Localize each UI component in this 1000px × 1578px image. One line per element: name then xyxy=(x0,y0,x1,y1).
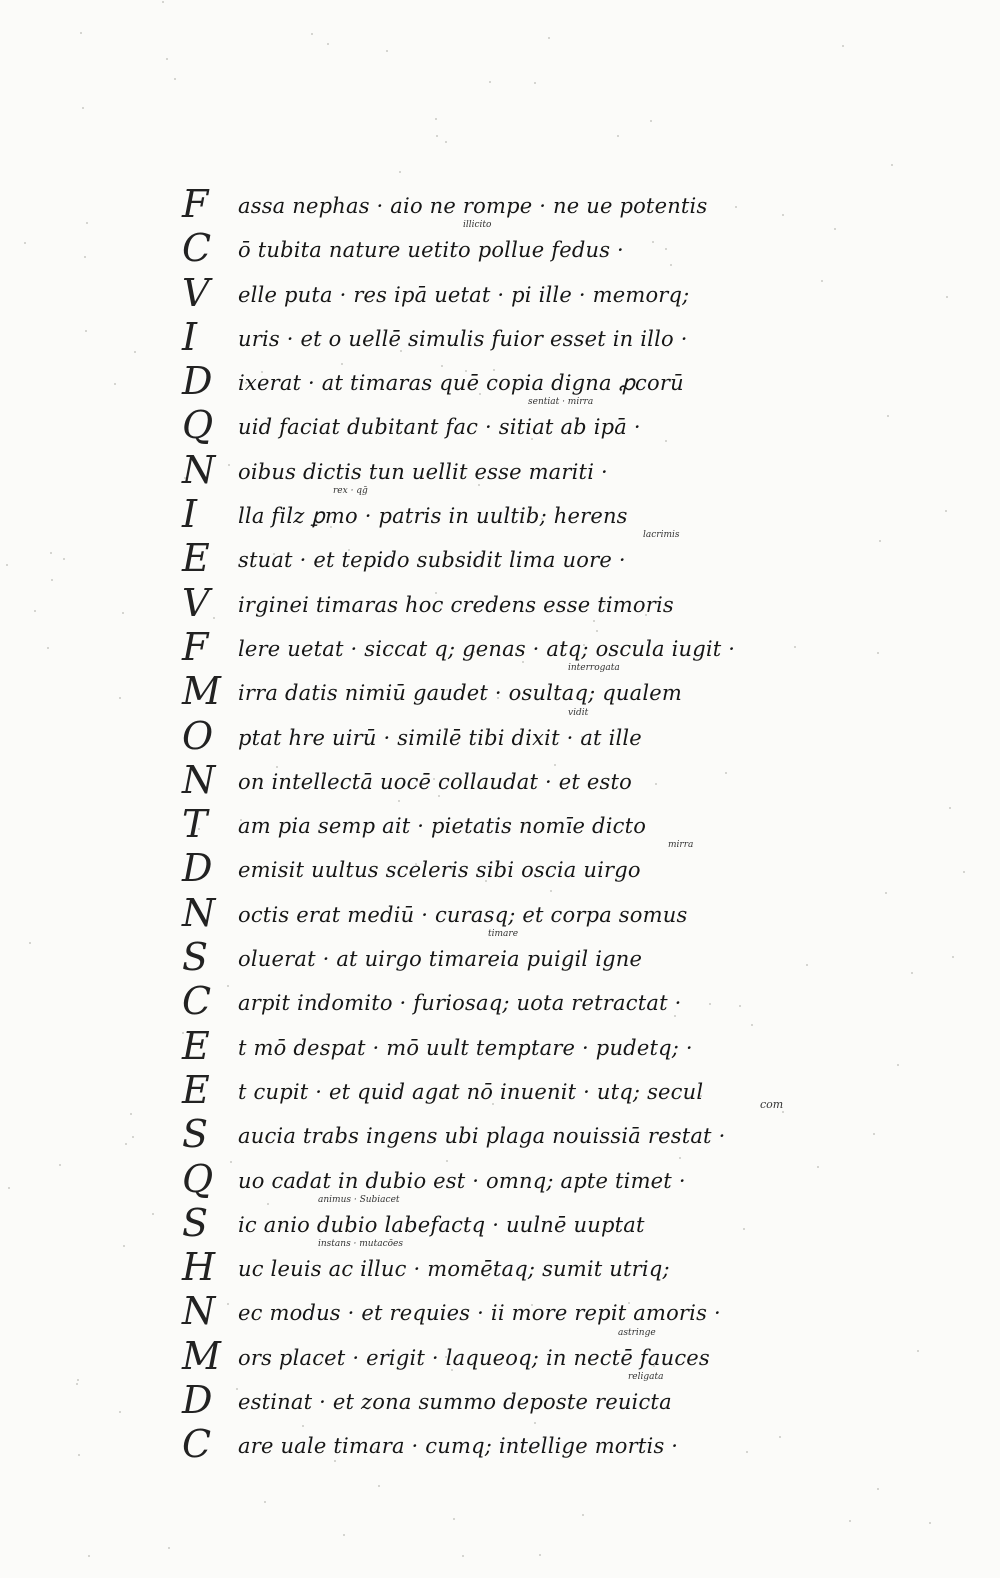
paper-speck xyxy=(8,1187,10,1189)
verse-text: emisit uultus sceleris sibi oscia uirgo xyxy=(238,858,641,883)
paper-speck xyxy=(929,1522,931,1524)
paper-speck xyxy=(897,1064,899,1066)
paper-speck xyxy=(152,1213,154,1215)
paper-speck xyxy=(88,1555,90,1557)
verse-text: oibus dictis tun uellit esse mariti · xyxy=(238,459,608,484)
verse-initial: H xyxy=(182,1245,216,1290)
paper-speck xyxy=(489,81,491,83)
paper-speck xyxy=(80,32,82,34)
paper-speck xyxy=(946,296,948,298)
verse-line xyxy=(160,891,800,935)
verse-initial: I xyxy=(182,314,198,359)
interlinear-gloss: interrogata xyxy=(568,663,620,674)
paper-speck xyxy=(78,1454,80,1456)
interlinear-gloss: vidit xyxy=(568,707,589,718)
paper-speck xyxy=(849,1520,851,1522)
verse-line xyxy=(160,1112,800,1156)
verse-initial: D xyxy=(182,359,213,404)
verse-text: uid faciat dubitant fac · sitiat ab ipā · xyxy=(238,415,641,440)
verse-text: are uale timara · cumq; intellige mortis · xyxy=(238,1434,679,1459)
verse-initial: M xyxy=(182,669,221,714)
paper-speck xyxy=(84,256,86,258)
paper-speck xyxy=(873,1133,875,1135)
verse-text: uc leuis ac illuc · momētaq; sumit utriq; xyxy=(238,1257,670,1282)
paper-speck xyxy=(77,1379,79,1381)
interlinear-gloss: instans · mutacōes xyxy=(318,1239,403,1250)
paper-speck xyxy=(63,558,65,560)
verse-line xyxy=(160,530,800,581)
paper-speck xyxy=(885,892,887,894)
paper-speck xyxy=(877,652,879,654)
paper-speck xyxy=(82,107,84,109)
verse-initial: E xyxy=(182,536,210,581)
verse-line xyxy=(160,663,800,714)
verse-text: irra datis nimiū gaudet · osultaq; qualem xyxy=(238,681,683,706)
paper-speck xyxy=(887,415,889,417)
verse-text: ixerat · at timaras quē copia digna ꝓcorū xyxy=(238,371,684,396)
paper-speck xyxy=(86,222,88,224)
verse-line xyxy=(160,758,800,802)
verse-initial: S xyxy=(182,935,209,980)
interlinear-gloss: animus · Subiacet xyxy=(318,1194,400,1205)
verse-initial: Q xyxy=(182,1156,214,1201)
paper-speck xyxy=(539,1554,541,1556)
verse-line xyxy=(160,486,800,537)
paper-speck xyxy=(119,697,121,699)
verse-line xyxy=(160,581,800,625)
paper-speck xyxy=(911,972,913,974)
paper-speck xyxy=(343,1534,345,1536)
verse-line xyxy=(160,1327,800,1378)
interlinear-gloss: mirra xyxy=(668,840,694,851)
verse-initial: D xyxy=(182,846,213,891)
interlinear-gloss: astringe xyxy=(618,1327,656,1338)
paper-speck xyxy=(166,58,168,60)
paper-speck xyxy=(842,45,844,47)
paper-speck xyxy=(168,1547,170,1549)
paper-speck xyxy=(891,164,893,166)
paper-speck xyxy=(29,942,31,944)
verse-text: stuat · et tepido subsidit lima uore · xyxy=(238,548,626,573)
paper-speck xyxy=(311,33,313,35)
verse-text: ec modus · et requies · ii more repit amoris · xyxy=(238,1301,721,1326)
paper-speck xyxy=(85,330,87,332)
verse-text: estinat · et zona summo deposte reuicta xyxy=(238,1390,672,1415)
paper-speck xyxy=(834,228,836,230)
verse-line xyxy=(160,397,800,448)
paper-speck xyxy=(114,383,116,385)
verse-initial: N xyxy=(182,890,216,935)
verse-initial: N xyxy=(182,447,216,492)
verse-text: lla filz ꝑmo · patris in uultib; herens xyxy=(238,504,628,529)
paper-speck xyxy=(130,1113,132,1115)
paper-speck xyxy=(162,1,164,3)
verse-initial: E xyxy=(182,1067,210,1112)
paper-speck xyxy=(548,37,550,39)
paper-speck xyxy=(806,964,808,966)
paper-speck xyxy=(122,612,124,614)
verse-line xyxy=(160,1024,800,1068)
verse-text: ors placet · erigit · laqueoq; in nectē fauces xyxy=(238,1345,710,1370)
verse-text: elle puta · res ipā uetat · pi ille · memorq; xyxy=(238,282,690,307)
verse-line xyxy=(160,1372,800,1423)
interlinear-gloss: lacrimis xyxy=(643,530,680,541)
verse-line xyxy=(160,448,800,492)
verse-initial: F xyxy=(182,624,209,669)
paper-speck xyxy=(821,280,823,282)
paper-speck xyxy=(582,1514,584,1516)
verse-line xyxy=(160,1194,800,1245)
paper-speck xyxy=(59,1164,61,1166)
verse-line xyxy=(160,840,800,891)
paper-speck xyxy=(34,610,36,612)
paper-speck xyxy=(453,1518,455,1520)
paper-speck xyxy=(119,1411,121,1413)
paper-speck xyxy=(534,82,536,84)
verse-initial: D xyxy=(182,1378,213,1423)
verse-line xyxy=(160,220,800,271)
verse-initial: Q xyxy=(182,403,214,448)
paper-speck xyxy=(949,807,951,809)
paper-speck xyxy=(617,135,619,137)
verse-text: assa nephas · aio ne rompe · ne ue potentis xyxy=(238,194,708,218)
verse-line xyxy=(160,707,800,758)
paper-speck xyxy=(436,135,438,137)
verse-initial: O xyxy=(182,713,214,758)
verse-line xyxy=(160,979,800,1023)
verse-text: aucia trabs ingens ubi plaga nouissiā restat · xyxy=(238,1124,726,1149)
verse-text: t mō despat · mō uult temptare · pudetq; · xyxy=(238,1035,693,1060)
verse-initial: C xyxy=(182,979,212,1024)
paper-speck xyxy=(650,120,652,122)
verse-text: t cupit · et quid agat nō inuenit · utq; secul xyxy=(238,1079,704,1104)
interlinear-gloss: rex · qḡ xyxy=(333,486,368,497)
paper-speck xyxy=(877,1488,879,1490)
paper-speck xyxy=(817,1166,819,1168)
interlinear-gloss: sentiat · mirra xyxy=(528,397,594,408)
verse-text: arpit indomito · furiosaq; uota retractat · xyxy=(238,991,682,1016)
verse-text: uo cadat in dubio est · omnq; apte timet · xyxy=(238,1168,686,1193)
paper-speck xyxy=(51,579,53,581)
verse-line xyxy=(160,802,800,846)
paper-speck xyxy=(378,1485,380,1487)
verse-initial: C xyxy=(182,226,212,271)
verse-initial: S xyxy=(182,1200,209,1245)
paper-speck xyxy=(879,540,881,542)
verse-text: on intellectā uocē collaudat · et esto xyxy=(238,769,632,794)
verse-text: irginei timaras hoc credens esse timoris xyxy=(238,592,674,617)
paper-speck xyxy=(327,43,329,45)
verse-line xyxy=(160,625,800,669)
verse-line xyxy=(160,1239,800,1290)
verse-line xyxy=(160,271,800,315)
paper-speck xyxy=(76,1383,78,1385)
verse-initial: N xyxy=(182,757,216,802)
verse-line xyxy=(160,315,800,359)
verse-initial: T xyxy=(182,802,208,847)
paper-speck xyxy=(386,50,388,52)
verse-initial: I xyxy=(182,492,198,537)
paper-speck xyxy=(917,1350,919,1352)
verse-line xyxy=(160,1157,800,1201)
paper-speck xyxy=(134,351,136,353)
verse-line xyxy=(160,1289,800,1333)
verse-text: octis erat mediū · curasq; et corpa somus xyxy=(238,902,688,927)
paper-speck xyxy=(945,510,947,512)
verse-line xyxy=(160,929,800,980)
verse-text: ic anio dubio labefactq · uulnē uuptat xyxy=(238,1212,645,1237)
verse-line xyxy=(160,1422,800,1466)
paper-speck xyxy=(50,552,52,554)
paper-speck xyxy=(963,871,965,873)
paper-speck xyxy=(125,1143,127,1145)
manuscript-text-block xyxy=(160,182,800,1467)
paper-speck xyxy=(264,1501,266,1503)
paper-speck xyxy=(6,564,8,566)
paper-speck xyxy=(399,171,401,173)
paper-speck xyxy=(445,141,447,143)
verse-text: am pia semp ait · pietatis nomīe dicto xyxy=(238,814,647,839)
verse-initial: V xyxy=(182,270,210,315)
margin-note: com xyxy=(760,1098,784,1111)
paper-speck xyxy=(123,1245,125,1247)
verse-initial: E xyxy=(182,1023,210,1068)
paper-speck xyxy=(24,242,26,244)
paper-speck xyxy=(174,78,176,80)
verse-line xyxy=(160,1068,800,1112)
paper-speck xyxy=(462,1555,464,1557)
verse-text: ō tubita nature uetito pollue fedus · xyxy=(238,238,624,263)
interlinear-gloss: illicito xyxy=(463,220,492,231)
paper-speck xyxy=(132,1136,134,1138)
verse-initial: S xyxy=(182,1112,209,1157)
interlinear-gloss: religata xyxy=(628,1372,664,1383)
paper-speck xyxy=(47,647,49,649)
verse-line xyxy=(160,359,800,403)
verse-initial: F xyxy=(182,182,209,226)
interlinear-gloss: timare xyxy=(488,929,519,940)
verse-text: ptat hre uirū · similē tibi dixit · at ille xyxy=(238,725,642,750)
verse-initial: M xyxy=(182,1333,221,1378)
verse-text: lere uetat · siccat q; genas · atq; oscula iugit · xyxy=(238,636,736,661)
verse-text: uris · et o uellē simulis fuior esset in illo · xyxy=(238,326,688,351)
paper-speck xyxy=(952,956,954,958)
verse-text: oluerat · at uirgo timareia puigil igne xyxy=(238,947,643,972)
paper-speck xyxy=(435,118,437,120)
verse-initial: V xyxy=(182,580,210,625)
verse-initial: N xyxy=(182,1289,216,1334)
verse-initial: C xyxy=(182,1422,212,1467)
